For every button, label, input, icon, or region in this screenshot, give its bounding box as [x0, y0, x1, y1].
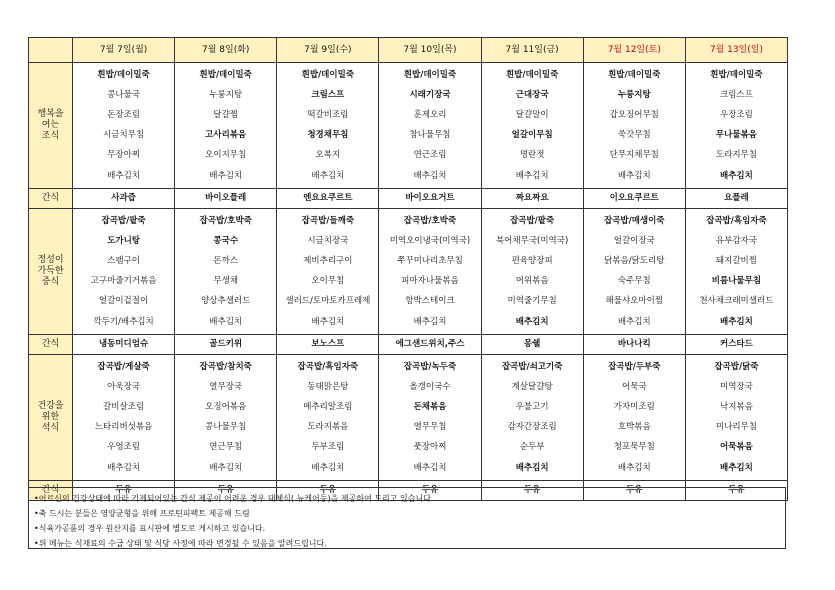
snack2-row — [29, 335, 788, 355]
menu-item: 미역장국 — [719, 381, 753, 392]
snack1-label — [29, 189, 73, 209]
menu-item: 열무장국 — [209, 381, 243, 392]
menu-item: 배추김치 — [515, 462, 549, 473]
menu-item: 배추김치 — [311, 170, 345, 181]
menu-item: 도라지볶음 — [307, 422, 349, 433]
menu-item: 잡곡밥/흑임자죽 — [706, 215, 767, 226]
menu-item: 잡곡밥/녹두죽 — [403, 361, 457, 372]
note-line: •어르신의 건강상태에 따라 기제되어있는 간식 제공이 어려운 경우 대체식( 뉴케어등)을 제공하여 드리고 있습니다. — [34, 494, 434, 503]
menu-item: 깍두기/배추김치 — [93, 316, 154, 327]
menu-cell — [175, 63, 277, 189]
menu-item: 콩나물무침 — [205, 422, 247, 433]
menu-item: 계살달걀탕 — [511, 381, 553, 392]
snack-cell: 이오요쿠르트 — [583, 189, 685, 209]
day-header: 7월 11일(금) — [481, 38, 583, 63]
menu-item: 고구마줄기거볶음 — [90, 276, 157, 287]
category-label-text: 행복을 여는 조식 — [37, 108, 64, 142]
menu-item: 흰밥/데이밀죽 — [710, 69, 763, 80]
note-line: •식육가공품의 경우 원산지를 표시판에 별도로 게시하고 있습니다. — [34, 524, 266, 533]
menu-item: 쑥갓무침 — [617, 130, 651, 141]
day-header: 7월 7일(월) — [73, 38, 175, 63]
category-label-text: 건강을 위한 석식 — [37, 400, 64, 434]
breakfast-label — [29, 63, 73, 189]
menu-item: 갈비살조림 — [103, 402, 145, 413]
menu-item: 얼갈이겉절이 — [98, 296, 149, 307]
lunch-row — [29, 209, 788, 335]
menu-item: 잡곡밥/게살죽 — [97, 361, 150, 372]
menu-item: 얼갈이장국 — [613, 235, 655, 246]
menu-item: 배추김치 — [209, 462, 243, 473]
menu-item: 잡곡밥/들깨죽 — [301, 215, 355, 226]
menu-item: 낙지볶음 — [719, 402, 753, 413]
snack-cell: 사과즙 — [73, 189, 175, 209]
menu-item: 잡곡밥/쇠고기죽 — [501, 361, 563, 372]
menu-item: 함박스테이크 — [405, 296, 455, 307]
menu-item: 가자미조림 — [613, 402, 655, 413]
menu-cell — [277, 63, 379, 189]
note-line: •축 드시는 분들은 영양균형을 위해 프로틴피팩트 제공해 드림 — [34, 509, 250, 518]
menu-cell — [73, 209, 175, 335]
menu-item: 배추김치 — [413, 316, 447, 327]
menu-item: 비름나물무침 — [711, 276, 762, 287]
menu-item: 잡곡밥/호박죽 — [199, 215, 252, 226]
menu-item: 열무무침 — [413, 422, 447, 433]
snack-cell: 에그샌드위치,주스 — [379, 335, 481, 355]
menu-item: 배추김치 — [719, 316, 753, 327]
menu-item: 미나리무침 — [715, 422, 757, 433]
menu-item: 얼갈이무침 — [511, 130, 553, 141]
menu-item: 순두부 — [519, 442, 545, 453]
menu-item: 양상추샐러드 — [201, 296, 251, 307]
menu-item: 청경채무침 — [307, 130, 349, 141]
menu-item: 흰밥/데이밀죽 — [505, 69, 559, 80]
menu-cell — [685, 355, 787, 481]
corner-cell — [29, 38, 73, 63]
menu-cell — [481, 63, 583, 189]
menu-item: 잡곡밥/팥죽 — [510, 215, 555, 226]
snack-cell: 두유 — [685, 481, 787, 501]
menu-item: 두부조림 — [311, 442, 345, 453]
menu-item: 잡곡밥/매생이죽 — [603, 215, 665, 226]
menu-item: 배추김치 — [515, 316, 549, 327]
snack-cell: 엔요요쿠르트 — [277, 189, 379, 209]
menu-item: 우엉조림 — [107, 442, 140, 453]
menu-item: 메추리알조림 — [303, 402, 353, 413]
snack-cell: 두유 — [379, 481, 481, 501]
menu-item: 흰밥/데이밀죽 — [301, 69, 355, 80]
snack-cell: 요플레 — [685, 189, 787, 209]
menu-item: 닭볶음/닭도리탕 — [604, 256, 665, 267]
menu-item: 돈장조림 — [107, 110, 140, 121]
menu-item: 북어채무국(미역국) — [495, 235, 569, 246]
menu-item: 우불고기 — [515, 402, 549, 413]
menu-item: 스팸구이 — [107, 256, 140, 267]
menu-item: 달걀말이 — [515, 110, 549, 121]
snack-cell: 짜요짜요 — [481, 189, 583, 209]
menu-cell — [685, 209, 787, 335]
menu-item: 배추김치 — [413, 170, 447, 181]
menu-item: 무생채 — [213, 276, 239, 287]
snack-cell: 몽쉘 — [481, 335, 583, 355]
menu-item: 배추김치 — [311, 316, 345, 327]
snack1-row — [29, 189, 788, 209]
menu-item: 잡곡밥/닭죽 — [714, 361, 759, 372]
snack-cell: 커스타드 — [685, 335, 787, 355]
menu-item: 오이지무침 — [205, 150, 247, 161]
menu-cell — [73, 63, 175, 189]
menu-item: 오징어볶음 — [205, 402, 247, 413]
menu-item: 연근조림 — [413, 150, 447, 161]
menu-item: 떡갈비조림 — [307, 110, 349, 121]
menu-item: 배추김치 — [515, 170, 549, 181]
dinner-row — [29, 355, 788, 481]
menu-cell — [175, 209, 277, 335]
menu-cell — [583, 63, 685, 189]
menu-item: 피마자나물볶음 — [401, 276, 459, 287]
menu-item: 누룽지탕 — [617, 89, 651, 100]
menu-item: 숙주무침 — [617, 276, 651, 287]
menu-cell — [481, 355, 583, 481]
menu-item: 올갱이국수 — [409, 381, 451, 392]
category-label-text: 정성이 가득한 중식 — [37, 254, 64, 288]
snack-cell: 두유 — [73, 481, 175, 501]
note-line: •위 메뉴는 식재료의 수급 상태 및 식당 사정에 따라 변경될 수 있음을 알려드립니다. — [34, 539, 327, 548]
menu-item: 샐러드/토마토카프레제 — [285, 296, 371, 307]
category-label-text: 간식 — [41, 484, 60, 495]
menu-item: 어묵볶음 — [719, 442, 753, 453]
menu-item: 누룽지탕 — [209, 89, 243, 100]
notes-box — [28, 484, 786, 549]
day-header: 7월 10일(목) — [379, 38, 481, 63]
menu-cell — [379, 209, 481, 335]
menu-cell — [685, 63, 787, 189]
menu-item: 흰밥/데이밀죽 — [97, 69, 150, 80]
menu-item: 느타리버섯볶음 — [94, 422, 153, 433]
menu-item: 풋장아찌 — [413, 442, 447, 453]
menu-item: 동태맑은탕 — [307, 381, 349, 392]
menu-item: 쭈꾸미나리초무침 — [397, 256, 463, 267]
menu-item: 어묵국 — [621, 381, 647, 392]
weekly-menu-table — [28, 37, 788, 501]
menu-item: 감자간장조림 — [507, 422, 557, 433]
breakfast-row — [29, 63, 788, 189]
snack-cell: 바나나킥 — [583, 335, 685, 355]
snack2-label — [29, 335, 73, 355]
menu-cell — [379, 355, 481, 481]
header-row — [29, 38, 788, 63]
menu-item: 연근무침 — [209, 442, 243, 453]
menu-item: 배추김치 — [413, 462, 447, 473]
menu-item: 시래기장국 — [409, 89, 451, 100]
menu-item: 흰밥/데이밀죽 — [403, 69, 457, 80]
menu-item: 배추김치 — [617, 462, 651, 473]
menu-item: 머위볶음 — [515, 276, 549, 287]
snack-cell: 보노스프 — [277, 335, 379, 355]
menu-cell — [277, 355, 379, 481]
menu-cell — [175, 355, 277, 481]
menu-item: 명란젓 — [519, 150, 545, 161]
lunch-label — [29, 209, 73, 335]
menu-item: 돈까스 — [213, 256, 239, 267]
menu-item: 해물샤오마이찜 — [605, 296, 664, 307]
menu-item: 잡곡밥/호박죽 — [403, 215, 457, 226]
day-header: 7월 13일(일) — [685, 38, 787, 63]
menu-item: 시금치장국 — [307, 235, 349, 246]
menu-item: 흰밥/데이밀죽 — [199, 69, 252, 80]
snack-cell: 골드키위 — [175, 335, 277, 355]
snack-cell: 냉동미디엄슈 — [73, 335, 175, 355]
menu-item: 배추김치 — [617, 170, 651, 181]
day-header: 7월 9일(수) — [277, 38, 379, 63]
menu-item: 참나물무침 — [409, 130, 451, 141]
menu-item: 흰밥/데이밀죽 — [608, 69, 661, 80]
menu-item: 크림스프 — [311, 89, 345, 100]
menu-item: 아욱장국 — [107, 381, 140, 392]
snack-cell: 바이오플레 — [175, 189, 277, 209]
menu-cell — [73, 355, 175, 481]
menu-cell — [277, 209, 379, 335]
menu-item: 훈제오리 — [413, 110, 447, 121]
menu-item: 콩국수 — [213, 235, 239, 246]
menu-item: 배추김치 — [311, 462, 345, 473]
menu-item: 배추김치 — [209, 316, 243, 327]
snack-cell: 두유 — [277, 481, 379, 501]
menu-item: 배추김치 — [719, 462, 753, 473]
menu-item: 돼지갈비찜 — [715, 256, 757, 267]
menu-item: 배추김치 — [617, 316, 651, 327]
menu-item: 유부감자국 — [715, 235, 757, 246]
day-header: 7월 12일(토) — [583, 38, 685, 63]
menu-item: 근대장국 — [515, 89, 549, 100]
menu-item: 도가니탕 — [107, 235, 140, 246]
menu-item: 천사채크래미샐러드 — [699, 296, 774, 307]
menu-item: 배추김치 — [107, 462, 140, 473]
menu-item: 갑오징어무침 — [609, 110, 659, 121]
menu-item: 콩나물국 — [107, 89, 140, 100]
category-label-text: 간식 — [41, 338, 60, 349]
menu-item: 무나물볶음 — [715, 130, 757, 141]
snack-cell: 두유 — [481, 481, 583, 501]
menu-item: 호박볶음 — [617, 422, 651, 433]
menu-item: 미역줄기무침 — [507, 296, 557, 307]
snack-cell: 두유 — [175, 481, 277, 501]
day-header: 7월 8일(화) — [175, 38, 277, 63]
menu-item: 청포묵무침 — [613, 442, 655, 453]
menu-item: 돈채볶음 — [413, 402, 447, 413]
category-label-text: 간식 — [41, 192, 60, 203]
menu-item: 크림스프 — [719, 89, 753, 100]
menu-item: 시금치무침 — [103, 130, 145, 141]
menu-item: 도라지무침 — [715, 150, 757, 161]
menu-cell — [583, 355, 685, 481]
menu-item: 달걀찜 — [213, 110, 239, 121]
menu-item: 배추김치 — [107, 170, 140, 181]
menu-item: 잡곡밥/흑임자죽 — [297, 361, 359, 372]
menu-cell — [481, 209, 583, 335]
snack-cell: 두유 — [583, 481, 685, 501]
menu-item: 잡곡밥/참치죽 — [199, 361, 252, 372]
menu-item: 배추김치 — [719, 170, 753, 181]
menu-item: 미역오이냉국(미역국) — [389, 235, 471, 246]
menu-item: 편육양장피 — [511, 256, 553, 267]
menu-item: 고사리볶음 — [205, 130, 247, 141]
menu-item: 무장아찌 — [107, 150, 140, 161]
menu-item: 오이무침 — [311, 276, 345, 287]
menu-cell — [583, 209, 685, 335]
menu-item: 제비추리구이 — [303, 256, 353, 267]
menu-item: 단무지채무침 — [609, 150, 659, 161]
snack-cell: 바이오요거트 — [379, 189, 481, 209]
menu-item: 잡곡밥/두부죽 — [608, 361, 661, 372]
menu-item: 배추김치 — [209, 170, 243, 181]
menu-cell — [379, 63, 481, 189]
menu-item: 오복지 — [315, 150, 341, 161]
menu-item: 우장조림 — [719, 110, 753, 121]
dinner-label — [29, 355, 73, 481]
menu-item: 잡곡밥/팥죽 — [101, 215, 146, 226]
